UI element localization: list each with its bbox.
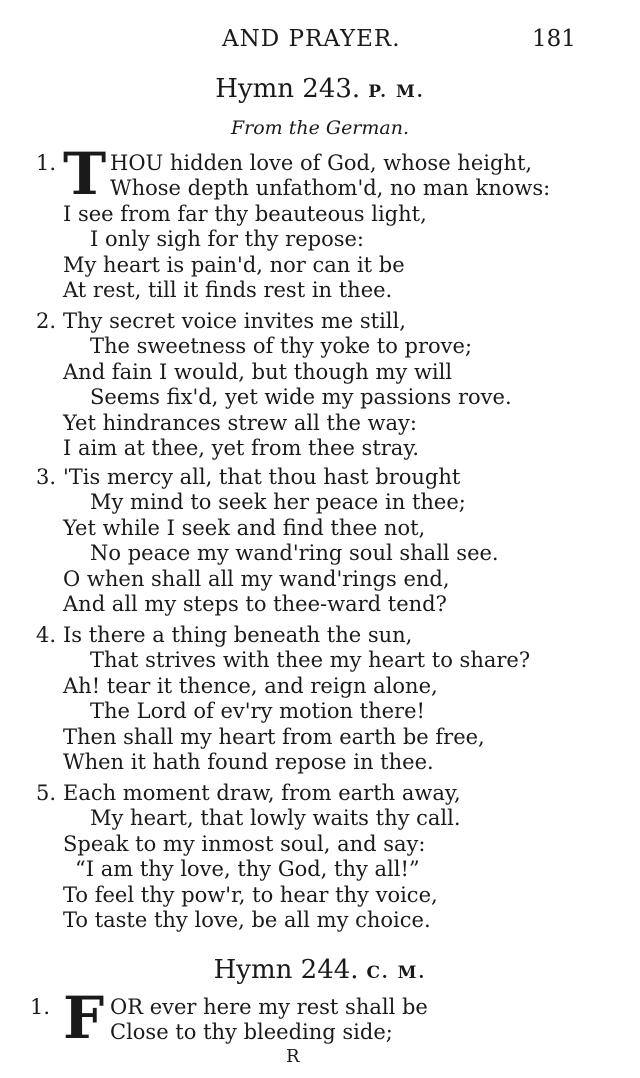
verse-line: I aim at thee, yet from thee stray. (63, 436, 420, 460)
verse-line: Seems fix'd, yet wide my passions rove. (90, 385, 512, 409)
verse-line: Ah! tear it thence, and reign alone, (63, 674, 438, 698)
stanza-number: 2. (36, 309, 57, 333)
verse-line: OR ever here my rest shall be (110, 995, 428, 1019)
drop-cap: F (63, 984, 105, 1052)
hymn-subtitle: From the German. (230, 117, 410, 139)
verse-line: To taste thy love, be all my choice. (63, 908, 431, 932)
verse-line: No peace my wand'ring soul shall see. (90, 541, 499, 565)
verse-line: The sweetness of thy yoke to prove; (90, 334, 473, 358)
running-title: AND PRAYER. (222, 26, 401, 52)
verse-line: Is there a thing beneath the sun, (63, 623, 413, 647)
verse-line: To feel thy pow'r, to hear thy voice, (63, 883, 438, 907)
stanza-number: 1. (36, 151, 57, 175)
hymn-title-text: Hymn 243. (215, 74, 361, 104)
verse-line: O when shall all my wand'rings end, (63, 567, 450, 591)
hymn-243-title (0, 74, 640, 104)
hymn-title-text: Hymn 244. (213, 955, 359, 985)
verse-line: Each moment draw, from earth away, (63, 781, 461, 805)
verse-line: 'Tis mercy all, that thou hast brought (63, 465, 461, 489)
stanza-number: 5. (36, 781, 57, 805)
verse-line: Whose depth unfathom'd, no man knows: (110, 176, 551, 200)
verse-line: The Lord of ev'ry motion there! (90, 699, 425, 723)
page-number: 181 (532, 26, 576, 52)
verse-line: Then shall my heart from earth be free, (63, 725, 485, 749)
verse-line: I see from far thy beauteous light, (63, 202, 427, 226)
verse-line: “I am thy love, thy God, thy all!” (75, 857, 420, 881)
verse-line: And fain I would, but though my will (63, 360, 453, 384)
hymn-meter: P. M. (368, 82, 425, 102)
stanza-number: 1. (30, 995, 51, 1019)
verse-line: I only sigh for thy repose: (90, 227, 364, 251)
verse-line: And all my steps to thee-ward tend? (63, 592, 447, 616)
verse-line: Yet hindrances strew all the way: (63, 411, 417, 435)
verse-line: Close to thy bleeding side; (110, 1020, 393, 1044)
verse-line: When it hath found repose in thee. (63, 750, 434, 774)
stanza-number: 3. (36, 465, 57, 489)
verse-line: At rest, till it finds rest in thee. (63, 278, 393, 302)
drop-cap: T (63, 140, 107, 208)
verse-line: That strives with thee my heart to share? (90, 648, 531, 672)
verse-line: Speak to my inmost soul, and say: (63, 832, 426, 856)
verse-line: My mind to seek her peace in thee; (90, 490, 466, 514)
stanza-number: 4. (36, 623, 57, 647)
verse-line: HOU hidden love of God, whose height, (110, 151, 533, 175)
running-head (0, 26, 640, 58)
verse-line: My heart is pain'd, nor can it be (63, 253, 405, 277)
hymn-244-title (0, 955, 640, 985)
verse-line: Thy secret voice invites me still, (63, 309, 406, 333)
verse-line: My heart, that lowly waits thy call. (90, 806, 461, 830)
signature-mark: R (286, 1046, 300, 1067)
hymn-meter: C. M. (366, 963, 427, 983)
verse-line: Yet while I seek and find thee not, (63, 516, 426, 540)
